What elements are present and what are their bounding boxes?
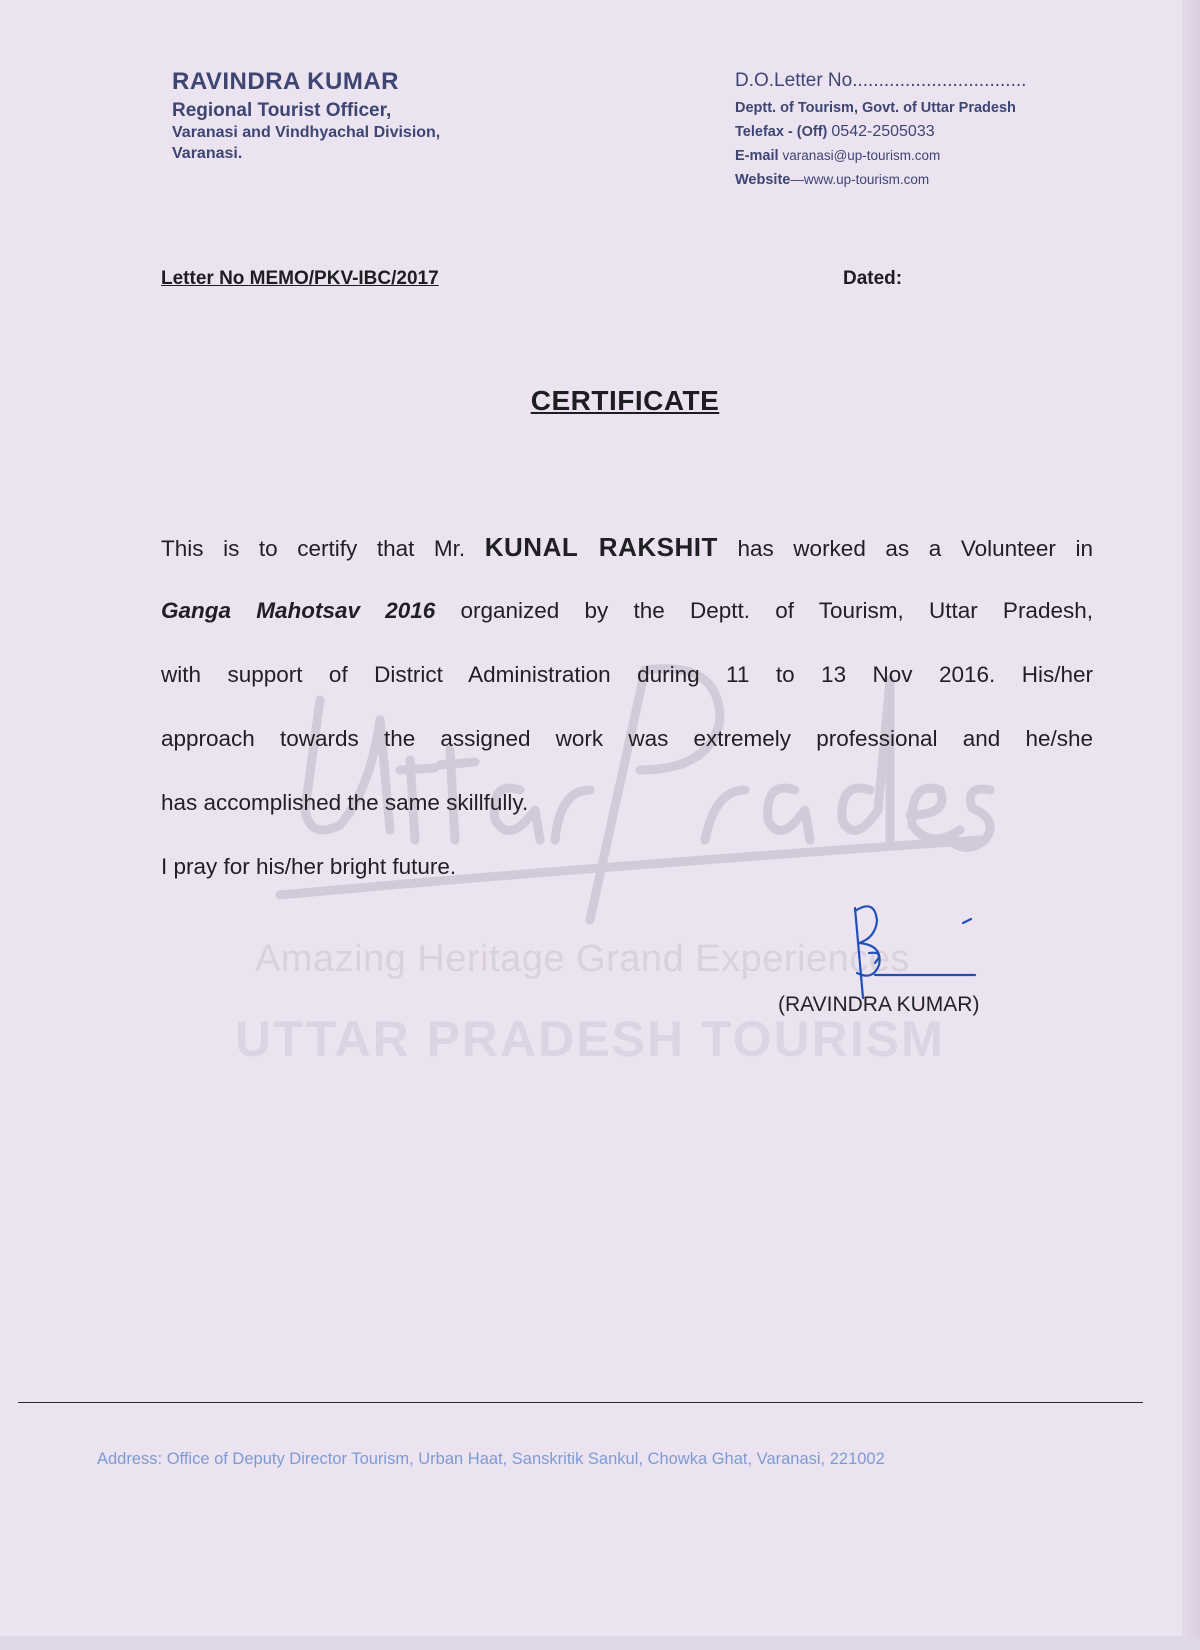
signature-mark (845, 903, 985, 1003)
body-line-2 (161, 596, 1093, 660)
dated-label: Dated: (843, 268, 903, 289)
body-line-4: approach towards the assigned work was extremely professional and he/she (161, 726, 1093, 751)
body-line-5: has accomplished the same skillfully. (161, 790, 529, 815)
sender-division: Varanasi and Vindhyachal Division, (172, 124, 441, 141)
email-value: varanasi@up-tourism.com (782, 148, 941, 163)
body-l1-pre: This is to certify that Mr. (161, 536, 466, 561)
certificate-body (161, 532, 1093, 916)
website-label: Website (735, 172, 791, 188)
sender-block (172, 68, 440, 164)
telefax-label: Telefax - (Off) (735, 124, 828, 140)
footer-divider (18, 1402, 1143, 1403)
scan-edge-right (1182, 0, 1200, 1650)
body-line-1 (161, 532, 1093, 596)
letter-number: Letter No MEMO/PKV-IBC/2017 (161, 268, 439, 289)
watermark-brand: UTTAR PRADESH TOURISM (235, 1011, 945, 1067)
department-name: Deptt. of Tourism, Govt. of Uttar Pradesh (735, 100, 1016, 116)
body-line-6: I pray for his/her bright future. (161, 854, 457, 879)
contact-block (735, 70, 1026, 192)
body-l1-post: has worked as a Volunteer in (737, 536, 1093, 561)
email-label: E-mail (735, 148, 779, 164)
body-l2-post: organized by the Deptt. of Tourism, Uttar Pradesh, (460, 598, 1093, 623)
footer-address: Address: Office of Deputy Director Tourism, Urban Haat, Sanskritik Sankul, Chowka Ghat, Varanasi, 221002 (97, 1450, 885, 1468)
event-name: Ganga Mahotsav 2016 (161, 598, 436, 623)
sender-designation: Regional Tourist Officer, (172, 100, 392, 121)
body-line-3: with support of District Administration during 11 to 13 Nov 2016. His/her (161, 662, 1093, 687)
telefax-value: 0542-2505033 (831, 123, 935, 140)
website-value: —www.up-tourism.com (790, 172, 930, 187)
scan-edge-bottom (0, 1636, 1200, 1650)
sender-name: RAVINDRA KUMAR (172, 68, 399, 95)
signatory-name: (RAVINDRA KUMAR) (778, 993, 980, 1016)
sender-city: Varanasi. (172, 145, 243, 162)
watermark-tagline: Amazing Heritage Grand Experiences (255, 938, 910, 980)
certificate-title: CERTIFICATE (530, 385, 720, 416)
recipient-name: KUNAL RAKSHIT (484, 532, 718, 562)
do-letter-number: D.O.Letter No................................. (735, 70, 1027, 91)
